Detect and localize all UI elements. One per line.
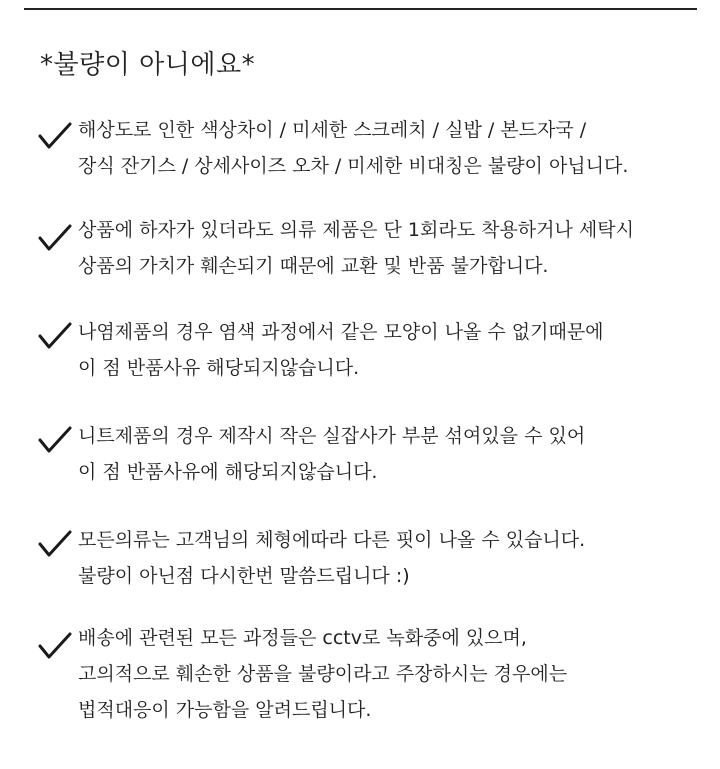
- notice-line: 고의적으로 훼손한 상품을 불량이라고 주장하시는 경우에는: [78, 663, 568, 685]
- notice-line: 배송에 관련된 모든 과정들은 cctv로 녹화중에 있으며,: [78, 627, 527, 649]
- notice-line: 해상도로 인한 색상차이 / 미세한 스크레치 / 실밥 / 본드자국 /: [78, 119, 587, 141]
- notice-line: 법적대응이 가능함을 알려드립니다.: [78, 699, 372, 721]
- notice-line: 상품의 가치가 훼손되기 때문에 교환 및 반품 불가합니다.: [78, 255, 549, 277]
- checkmark-icon: [38, 322, 72, 350]
- page-title: *불량이 아니에요*: [40, 50, 256, 80]
- notice-line: 상품에 하자가 있더라도 의류 제품은 단 1회라도 착용하거나 세탁시: [78, 219, 634, 241]
- notice-line: 불량이 아닌점 다시한번 말씀드립니다 :): [78, 565, 410, 587]
- top-divider: [24, 8, 697, 10]
- notice-text: [78, 212, 634, 284]
- notice-text: [78, 314, 604, 386]
- checkmark-icon: [38, 632, 72, 660]
- notice-line: 장식 잔기스 / 상세사이즈 오차 / 미세한 비대칭은 불량이 아닙니다.: [78, 155, 629, 177]
- checkmark-icon: [38, 122, 72, 150]
- checkmark-icon: [38, 426, 72, 454]
- notice-line: 니트제품의 경우 제작시 작은 실잡사가 부분 섞여있을 수 있어: [78, 425, 586, 447]
- notice-text: [78, 620, 567, 728]
- notice-text: [78, 522, 585, 594]
- notice-text: [78, 112, 628, 184]
- notice-line: 나염제품의 경우 염색 과정에서 같은 모양이 나올 수 없기때문에: [78, 321, 604, 343]
- notice-line: 모든의류는 고객님의 체형에따라 다른 핏이 나올 수 있습니다.: [78, 529, 586, 551]
- checkmark-icon: [38, 530, 72, 558]
- notice-line: 이 점 반품사유 해당되지않습니다.: [78, 357, 360, 379]
- checkmark-icon: [38, 224, 72, 252]
- notice-text: [78, 418, 585, 490]
- notice-line: 이 점 반품사유에 해당되지않습니다.: [78, 461, 378, 483]
